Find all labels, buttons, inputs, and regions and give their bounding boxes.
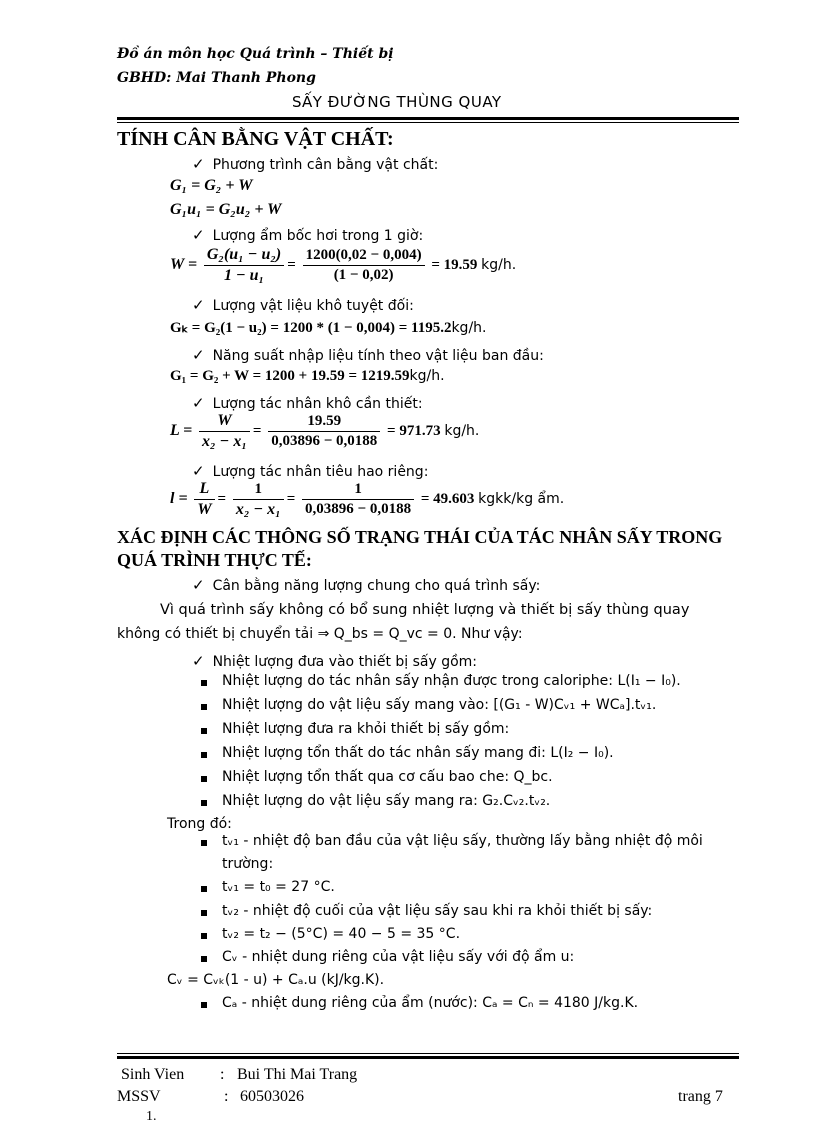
fraction [233, 481, 284, 519]
eq-unit: kg/h. [409, 368, 445, 384]
checklist-item [192, 394, 423, 412]
checklist-item [192, 296, 414, 314]
eq-lhs: L = [170, 421, 193, 439]
check-icon: ✓ [192, 296, 205, 314]
bullet-icon [201, 800, 207, 806]
bullet-item: Nhiệt lượng do vật liệu sấy mang ra: G₂.Cᵥ₂.tᵥ₂. [222, 793, 551, 809]
bullet-icon [201, 728, 207, 734]
numerator: 19.59 [268, 413, 380, 432]
eq-unit: kg/h. [444, 422, 480, 439]
numerator: 1200(0,02 − 0,004) [303, 247, 425, 266]
eq-result: = 971.73 [387, 422, 441, 439]
equation: G₁ = G₂ + W [170, 177, 253, 194]
eq-body: G₁ = G₂ + W = 1200 + 19.59 = 1219.59 [170, 368, 410, 384]
check-icon: ✓ [192, 576, 205, 594]
checklist-item [192, 652, 477, 670]
eq-lhs: W = [170, 255, 198, 273]
bullet-item-continuation: trường: [222, 856, 274, 872]
fraction [303, 247, 425, 284]
check-icon: ✓ [192, 394, 205, 412]
bullet-item: Cₐ - nhiệt dung riêng của ẩm (nước): Cₐ = Cₙ = 4180 J/kg.K. [222, 995, 639, 1011]
eq-result: = 19.59 [431, 256, 478, 273]
footer-rule-thick [117, 1056, 739, 1059]
bullet-item: Cᵥ - nhiệt dung riêng của vật liệu sấy với độ ẩm u: [222, 949, 575, 965]
page-number: trang 7 [678, 1088, 723, 1105]
checklist-item [192, 462, 428, 480]
numerator: G₂(u₁ − u₂) [204, 246, 284, 266]
denominator: 1 − u₁ [223, 267, 265, 284]
header-rule-thick [117, 117, 739, 120]
id-value: 60503026 [240, 1088, 304, 1105]
fraction [194, 480, 214, 519]
numerator: 1 [302, 481, 414, 500]
denominator: x₂ − x₁ [235, 500, 281, 518]
id-sep: : [224, 1088, 229, 1105]
check-icon: ✓ [192, 652, 205, 670]
equation-air: L = $\frac{W}{\text{x₂ − x₁}}$ = $\frac{19.59}{0,03896 - 0,0188}$ = 971.73 kg/h. [170, 412, 480, 450]
equation-feed [170, 368, 445, 385]
list-marker: 1. [146, 1109, 157, 1124]
fraction [268, 413, 380, 450]
item-text: Lượng vật liệu khô tuyệt đối: [212, 298, 414, 314]
bullet-icon [201, 886, 207, 892]
item-text: Lượng ẩm bốc hơi trong 1 giờ: [212, 228, 424, 244]
eq-body: Gₖ = G₂(1 − u₂) = 1200 * (1 − 0,004) = 1195.2 [170, 320, 452, 336]
item-text: Lượng tác nhân tiêu hao riêng: [212, 464, 429, 480]
equation-specific-air: l = $\frac{L}{W}$ = $\frac{1}{\text{x₂ − x₁}}$ = $\frac{1}{0,03896 - 0,0188}$ = 49.603 kgkk/kg ẩm. [170, 480, 565, 518]
eq-unit: kg/h. [481, 256, 517, 273]
checklist-item [192, 155, 438, 173]
topic-title: SẤY ĐƯỜNG THÙNG QUAY [292, 93, 502, 111]
checklist-item [192, 346, 544, 364]
checklist-item [192, 226, 423, 244]
denominator: 0,03896 − 0,0188 [305, 501, 412, 517]
item-text: Cân bằng năng lượng chung cho quá trình sấy: [212, 578, 541, 594]
fraction [204, 246, 284, 285]
bullet-icon [201, 752, 207, 758]
section-title-states-line2: QUÁ TRÌNH THỰC TẾ: [117, 550, 312, 570]
bullet-item: tᵥ₂ = t₂ − (5°C) = 40 − 5 = 35 °C. [222, 926, 461, 942]
header-rule-thin [117, 122, 739, 123]
bullet-icon [201, 956, 207, 962]
bullet-icon [201, 933, 207, 939]
bullet-icon [201, 840, 207, 846]
bullet-item: Nhiệt lượng tổn thất do tác nhân sấy mang đi: L(I₂ − I₀). [222, 745, 614, 761]
footer-rule-thin [117, 1053, 739, 1054]
denominator: x₂ − x₁ [202, 433, 247, 450]
check-icon: ✓ [192, 346, 205, 364]
equation-dry-mass [170, 318, 487, 337]
eq-unit: kgkk/kg ẩm. [478, 490, 565, 507]
bullet-icon [201, 910, 207, 916]
numerator: L [194, 480, 214, 500]
bullet-icon [201, 680, 207, 686]
checklist-item [192, 576, 540, 594]
denominator: (1 − 0,02) [333, 267, 394, 283]
numerator: 1 [233, 481, 284, 500]
item-text: Phương trình cân bằng vật chất: [212, 157, 439, 173]
equation: G₁u₁ = G₂u₂ + W [170, 201, 282, 218]
denominator: W [197, 501, 212, 518]
denominator: 0,03896 − 0,0188 [271, 433, 378, 449]
item-text: Lượng tác nhân khô cần thiết: [212, 396, 423, 412]
bullet-item: Nhiệt lượng do vật liệu sấy mang vào: [(G₁ - W)Cᵥ₁ + WCₐ].tᵥ₁. [222, 697, 657, 713]
bullet-item: Nhiệt lượng do tác nhân sấy nhận được trong caloriphe: L(I₁ − I₀). [222, 673, 681, 689]
check-icon: ✓ [192, 462, 205, 480]
paragraph-line: Vì quá trình sấy không có bổ sung nhiệt lượng và thiết bị sấy thùng quay [160, 602, 690, 618]
student-label: Sinh Vien [121, 1066, 185, 1083]
numerator: W [199, 412, 250, 432]
check-icon: ✓ [192, 155, 205, 173]
student-sep: : [220, 1066, 225, 1083]
section-title-states-line1: XÁC ĐỊNH CÁC THÔNG SỐ TRẠNG THÁI CỦA TÁC NHÂN SẤY TRONG [117, 527, 723, 547]
student-name: Bui Thi Mai Trang [237, 1066, 358, 1083]
section-title-mass-balance: TÍNH CÂN BẰNG VẬT CHẤT: [117, 128, 394, 150]
eq-lhs: l = [170, 489, 188, 507]
paragraph-line: không có thiết bị chuyển tải ⇒ Q_bs = Q_vc = 0. Như vậy: [117, 626, 523, 642]
bullet-item: tᵥ₁ = t₀ = 27 °C. [222, 879, 335, 895]
bullet-item: Nhiệt lượng tổn thất qua cơ cấu bao che: Q_bc. [222, 769, 553, 785]
item-text: Nhiệt lượng đưa vào thiết bị sấy gồm: [212, 654, 478, 670]
bullet-icon [201, 704, 207, 710]
where-label: Trong đó: [167, 816, 232, 832]
supervisor-header: GBHD: Mai Thanh Phong [117, 70, 316, 86]
bullet-item: tᵥ₂ - nhiệt độ cuối của vật liệu sấy sau khi ra khỏi thiết bị sấy: [222, 903, 653, 919]
check-icon: ✓ [192, 226, 205, 244]
course-header: Đồ án môn học Quá trình – Thiết bị [117, 46, 394, 62]
cv-equation: Cᵥ = Cᵥₖ(1 - u) + Cₐ.u (kJ/kg.K). [167, 972, 385, 988]
id-label: MSSV [117, 1088, 161, 1105]
eq-result: = 49.603 [420, 490, 475, 507]
fraction [199, 412, 250, 451]
bullet-item: Nhiệt lượng đưa ra khỏi thiết bị sấy gồm: [222, 721, 510, 737]
bullet-icon [201, 1002, 207, 1008]
eq-unit: kg/h. [451, 320, 487, 336]
equation-moisture: W = $\frac{\text{G₂(u₁ − u₂)}}{\text{1 − u₁}}$ = $\frac{1200(0,02 - 0,004)}{(1 - 0,02)}$ = 19.59 kg/h. [170, 246, 517, 284]
bullet-icon [201, 776, 207, 782]
bullet-item: tᵥ₁ - nhiệt độ ban đầu của vật liệu sấy, thường lấy bằng nhiệt độ môi [222, 833, 703, 849]
item-text: Năng suất nhập liệu tính theo vật liệu ban đầu: [212, 348, 544, 364]
fraction [302, 481, 414, 518]
